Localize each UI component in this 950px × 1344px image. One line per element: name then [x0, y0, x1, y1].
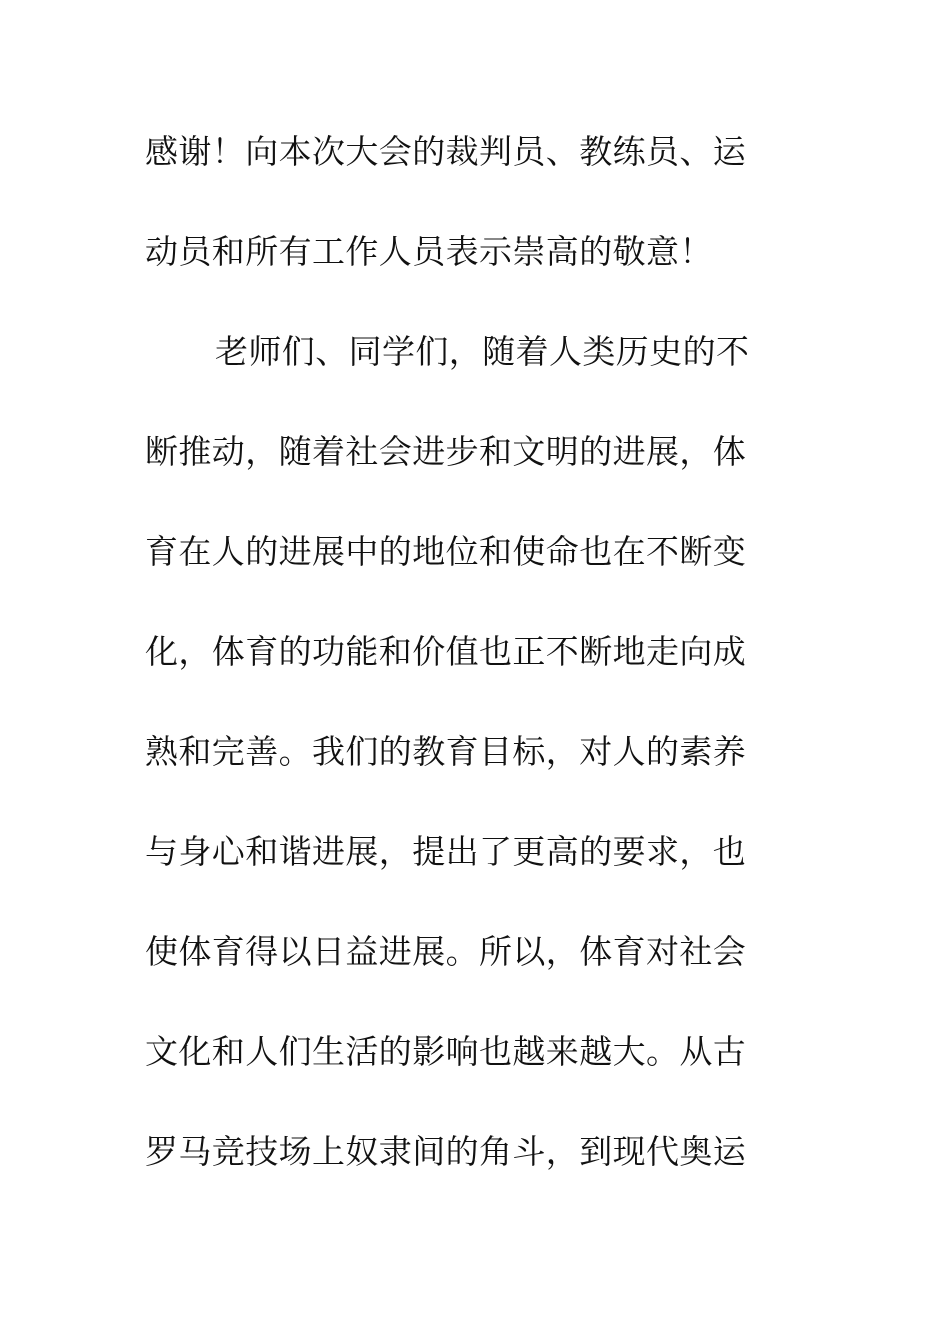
text-line: 化，体育的功能和价值也正不断地走向成 — [145, 632, 747, 671]
text-line: 断推动，随着社会进步和文明的进展，体 — [145, 432, 747, 471]
text-line: 熟和完善。我们的教育目标，对人的素养 — [145, 732, 747, 771]
text-line: 罗马竞技场上奴隶间的角斗，到现代奥运 — [145, 1132, 747, 1171]
text-line: 感谢！向本次大会的裁判员、教练员、运 — [145, 132, 747, 171]
text-line: 动员和所有工作人员表示崇高的敬意！ — [145, 232, 713, 271]
paragraph-start-line: 老师们、同学们，随着人类历史的不 — [215, 332, 750, 371]
text-line: 文化和人们生活的影响也越来越大。从古 — [145, 1032, 747, 1071]
text-line: 与身心和谐进展，提出了更高的要求，也 — [145, 832, 747, 871]
text-line: 使体育得以日益进展。所以，体育对社会 — [145, 932, 747, 971]
text-line: 育在人的进展中的地位和使命也在不断变 — [145, 532, 747, 571]
